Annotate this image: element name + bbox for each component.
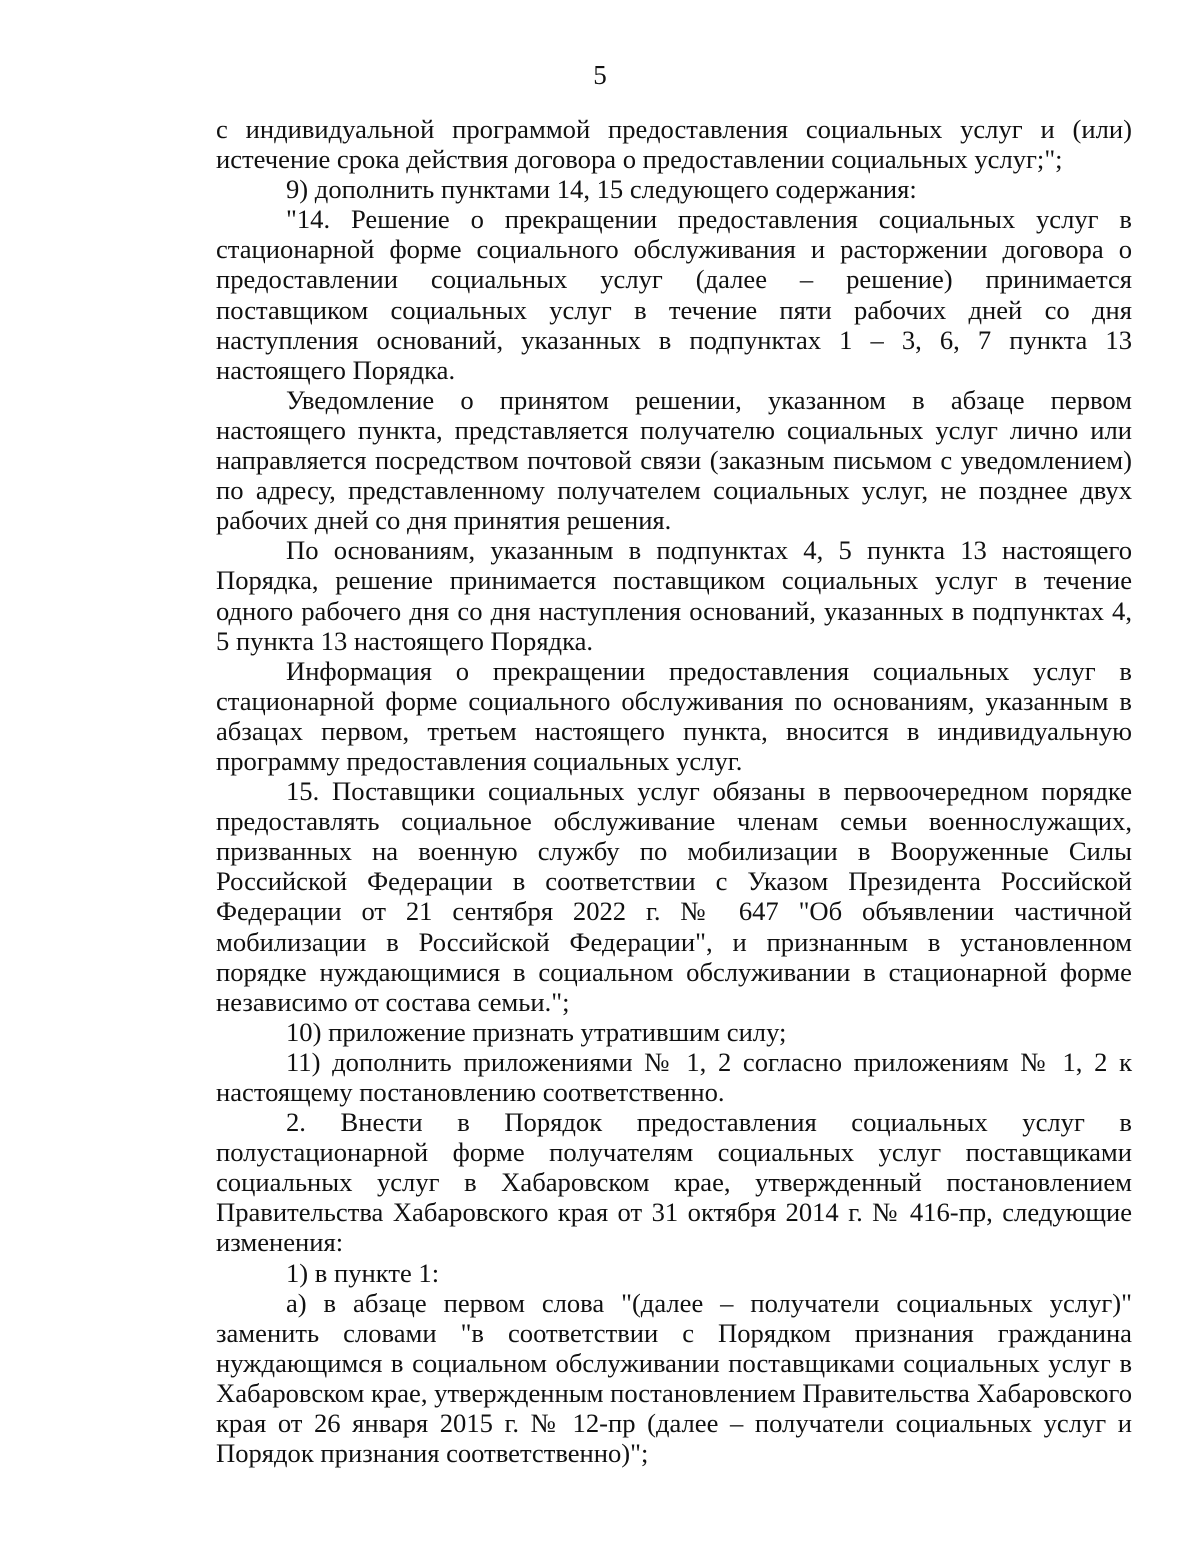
paragraph-section-2: 2. Внести в Порядок предоставления социальных услуг в полустационарной форме получателям социальных услуг поставщиками социальных услуг в Хабаровском крае, утвержденный постановлением Правительства Хабаровского края от 31 октября 2014 г. № 416-пр, следующие изменения: [216, 1107, 1132, 1258]
paragraph-clause-14: "14. Решение о прекращении предоставления социальных услуг в стационарной форме социального обслуживания и расторжении договора о предоставлении социальных услуг (далее – решение) принимается поставщиком социальных услуг в течение пяти рабочих дней со дня наступления оснований, указанных в подпунктах 1 – 3, 6, 7 пункта 13 настоящего Порядка. [216, 204, 1132, 385]
paragraph-notification: Уведомление о принятом решении, указанном в абзаце первом настоящего пункта, представляется получателю социальных услуг лично или направляется посредством почтовой связи (заказным письмом с уведомлением) по адресу, представленному получателем социальных услуг, не позднее двух рабочих дней со дня принятия решения. [216, 384, 1132, 536]
paragraph-subitem-a: а) в абзаце первом слова "(далее – получатели социальных услуг)" заменить словами "в соответствии с Порядком признания гражданина нуждающимся в социальном обслуживании поставщиками социальных услуг в Хабаровском крае, утвержденным постановлением Правительства Хабаровского края от 26 января 2015 г. № 12-пр (далее – получатели социальных услуг и Порядок признания соответственно)"; [216, 1287, 1132, 1469]
paragraph-clause-15: 15. Поставщики социальных услуг обязаны в первоочередном порядке предоставлять социальное обслуживание членам семьи военнослужащих, призванных на военную службу по мобилизации в Вооруженные Силы Российской Федерации в соответствии с Указом Президента Российской Федерации от 21 сентября 2022 г. № 647 "Об объявлении частичной мобилизации в Российской Федерации", и признанным в установленном порядке нуждающимися в социальном обслуживании в стационарной форме независимо от состава семьи."; [216, 776, 1132, 1017]
paragraph-item-10: 10) приложение признать утратившим силу; [286, 1016, 787, 1047]
paragraph-continuation: с индивидуальной программой предоставления социальных услуг и (или) истечение срока действия договора о предоставлении социальных услуг;"; [216, 114, 1132, 175]
paragraph-subitem-1: 1) в пункте 1: [286, 1257, 440, 1288]
paragraph-grounds: По основаниям, указанным в подпунктах 4, 5 пункта 13 настоящего Порядка, решение принимается поставщиком социальных услуг в течение одного рабочего дня со дня наступления оснований, указанных в подпунктах 4, 5 пункта 13 настоящего Порядка. [216, 535, 1132, 656]
paragraph-information: Информация о прекращении предоставления социальных услуг в стационарной форме социального обслуживания по основаниям, указанным в абзацах первом, третьем настоящего пункта, вносится в индивидуальную программу предоставления социальных услуг. [216, 655, 1132, 776]
paragraph-item-9: 9) дополнить пунктами 14, 15 следующего содержания: [286, 174, 917, 205]
page-number: 5 [593, 60, 607, 90]
document-body [216, 114, 1132, 1468]
paragraph-item-11: 11) дополнить приложениями № 1, 2 согласно приложениям № 1, 2 к настоящему постановлению соответственно. [216, 1046, 1132, 1107]
